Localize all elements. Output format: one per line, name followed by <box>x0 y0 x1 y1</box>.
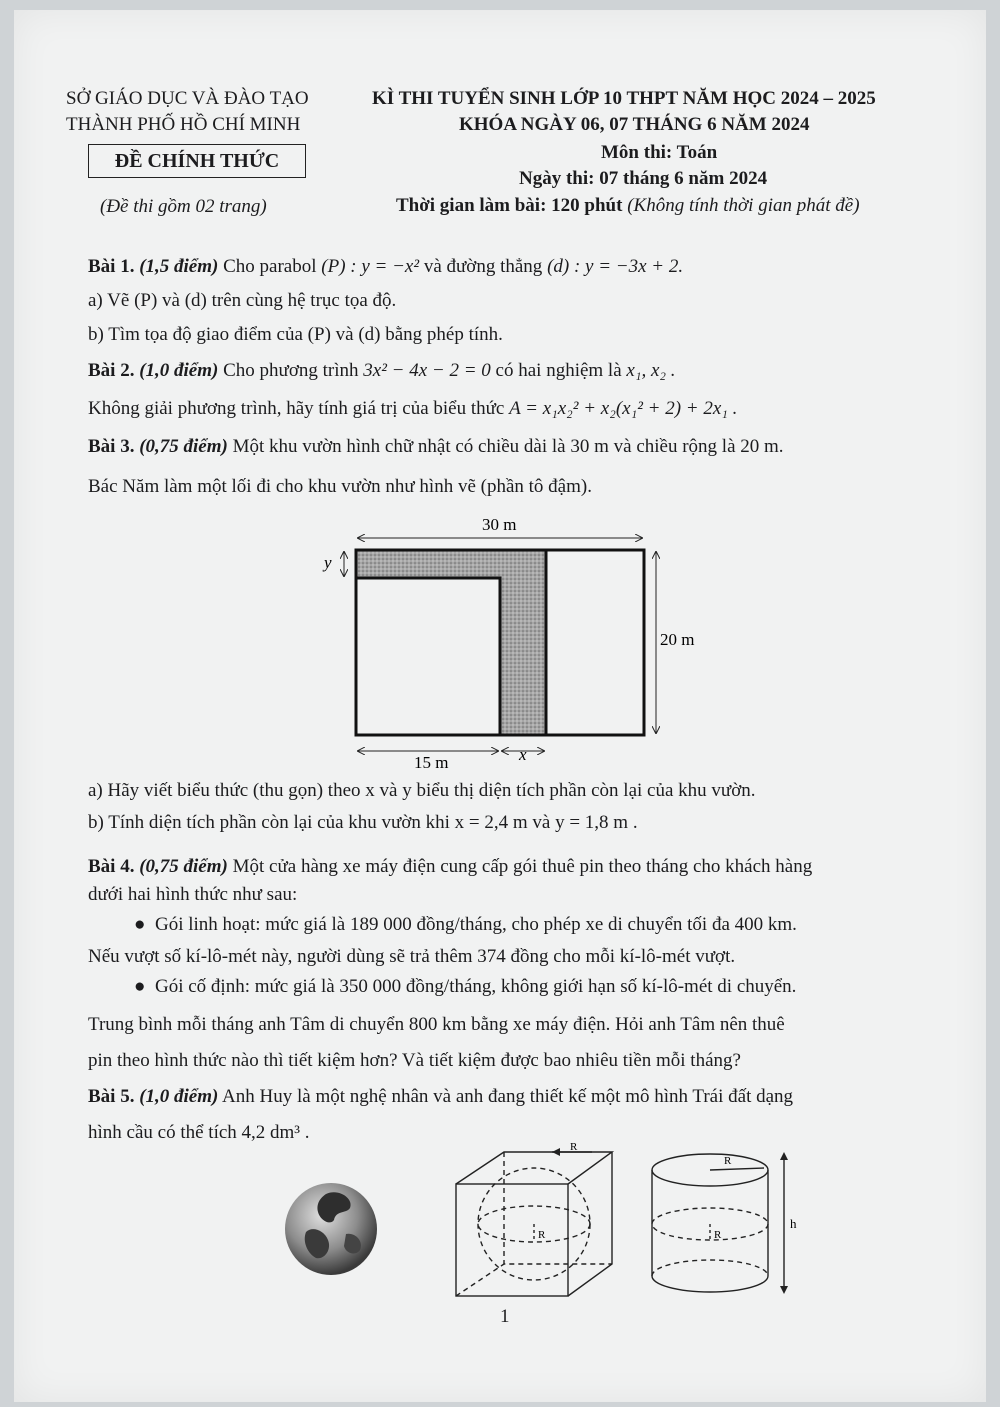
earth-globe-image <box>276 1174 386 1284</box>
bai1-text2: và đường thẳng <box>419 256 548 277</box>
bai4-bullet1-text: Gói linh hoạt: mức giá là 189 000 đồng/tháng, cho phép xe di chuyển tối đa 400 km. <box>154 914 797 935</box>
duration-note: (Không tính thời gian phát đề) <box>627 195 860 216</box>
exam-sheet <box>14 10 986 1402</box>
bai2-text2: có hai nghiệm là <box>490 360 627 381</box>
bullet-dot-icon: ● <box>134 914 155 935</box>
bai4-bullet2-text: Gói cố định: mức giá là 350 000 đồng/tháng, không giới hạn số kí-lô-mét di chuyển. <box>154 976 797 997</box>
exam-title: KÌ THI TUYỂN SINH LỚP 10 THPT NĂM HỌC 2024 – 2025 <box>372 88 876 109</box>
bai2-line2-text: Không giải phương trình, hãy tính giá trị của biểu thức <box>88 398 510 419</box>
bai3-points: (0,75 điểm) <box>139 436 228 457</box>
cube-R-top: R <box>570 1141 578 1153</box>
bai3-a: a) Hãy viết biểu thức (thu gọn) theo x và y biểu thị diện tích phần còn lại của khu vườn. <box>88 780 756 801</box>
bai1-a: a) Vẽ (P) và (d) trên cùng hệ trục tọa độ. <box>88 290 397 311</box>
bai4-line3: Nếu vượt số kí-lô-mét này, người dùng sẽ trả thêm 374 đồng cho mỗi kí-lô-mét vượt. <box>88 946 736 967</box>
cyl-h: h <box>790 1216 797 1231</box>
bai4-line4: Trung bình mỗi tháng anh Tâm di chuyển 800 km bằng xe máy điện. Hỏi anh Tâm nên thuê <box>88 1014 785 1035</box>
bai2-line2 <box>88 398 737 420</box>
label-x: x <box>519 745 527 764</box>
inner-line-left <box>356 578 500 735</box>
official-box: ĐỀ CHÍNH THỨC <box>88 144 306 178</box>
bai2-points: (1,0 điểm) <box>139 360 219 381</box>
bai4-bullet2 <box>134 976 796 998</box>
bai5-line1 <box>88 1086 793 1108</box>
bai3-line2: Bác Năm làm một lối đi cho khu vườn như hình vẽ (phần tô đậm). <box>88 476 592 497</box>
bai5-line2: hình cầu có thể tích 4,2 dm³ . <box>88 1122 310 1143</box>
bai3-text1: Một khu vườn hình chữ nhật có chiều dài là 30 m và chiều rộng là 20 m. <box>227 436 784 457</box>
bai2-roots: x₁, x₂ . <box>626 360 676 381</box>
bai4-label: Bài 4. <box>88 856 135 877</box>
bai4-line2: dưới hai hình thức như sau: <box>88 884 298 905</box>
bai4-text1: Một cửa hàng xe máy điện cung cấp gói thuê pin theo tháng cho khách hàng <box>227 856 813 877</box>
garden-figure <box>314 506 695 772</box>
page-number: 1 <box>500 1306 510 1327</box>
cube-R-mid: R <box>538 1229 546 1241</box>
label-20m: 20 m <box>660 630 695 649</box>
bai1-eq2: (d) : y = −3x + 2. <box>547 256 684 277</box>
bai5-points: (1,0 điểm) <box>139 1086 219 1107</box>
dept-line1: SỞ GIÁO DỤC VÀ ĐÀO TẠO <box>66 88 309 109</box>
subject: Môn thi: Toán <box>601 142 718 163</box>
exam-session: KHÓA NGÀY 06, 07 THÁNG 6 NĂM 2024 <box>459 114 810 135</box>
bai2-eq: 3x² − 4x − 2 = 0 <box>363 360 491 381</box>
bai1-label: Bài 1. <box>88 256 135 277</box>
bai1-eq1: (P) : y = −x² <box>321 256 420 277</box>
bai3-b: b) Tính diện tích phần còn lại của khu vườn khi x = 2,4 m và y = 1,8 m . <box>88 812 638 833</box>
bai1-points: (1,5 điểm) <box>139 256 219 277</box>
bai4-line1 <box>88 856 812 878</box>
bai4-points: (0,75 điểm) <box>139 856 228 877</box>
bai2-label: Bài 2. <box>88 360 135 381</box>
bai1-b: b) Tìm tọa độ giao điểm của (P) và (d) bằng phép tính. <box>88 324 503 345</box>
exam-date: Ngày thi: 07 tháng 6 năm 2024 <box>519 168 768 189</box>
duration-line <box>396 195 860 217</box>
duration: Thời gian làm bài: 120 phút <box>396 195 623 216</box>
dept-line2: THÀNH PHỐ HỒ CHÍ MINH <box>66 114 301 135</box>
cyl-R-top: R <box>724 1155 732 1167</box>
pages-note: (Đề thi gồm 02 trang) <box>100 196 267 217</box>
bai2-expr: A = x₁x₂² + x₂(x₁² + 2) + 2x₁ . <box>509 398 738 419</box>
label-y: y <box>324 553 332 572</box>
bai5-label: Bài 5. <box>88 1086 135 1107</box>
bai5-text1: Anh Huy là một nghệ nhân và anh đang thiết kế một mô hình Trái đất dạng <box>218 1086 794 1107</box>
cylinder-sphere-figure <box>644 1146 814 1302</box>
label-15m: 15 m <box>414 753 449 772</box>
label-30m: 30 m <box>482 515 517 534</box>
bai4-bullet1 <box>134 914 797 936</box>
bai2-line1 <box>88 360 675 382</box>
bai4-line5: pin theo hình thức nào thì tiết kiệm hơn? Và tiết kiệm được bao nhiêu tiền mỗi tháng? <box>88 1050 741 1071</box>
bai3-label: Bài 3. <box>88 436 135 457</box>
bullet-dot-icon: ● <box>134 976 155 997</box>
cube-sphere-figure <box>452 1141 622 1302</box>
bai3-line1 <box>88 436 784 458</box>
bai2-text1: Cho phương trình <box>218 360 364 381</box>
bai1-line1 <box>88 256 683 278</box>
cyl-R-mid: R <box>714 1229 722 1241</box>
bai1-text1: Cho parabol <box>218 256 322 277</box>
